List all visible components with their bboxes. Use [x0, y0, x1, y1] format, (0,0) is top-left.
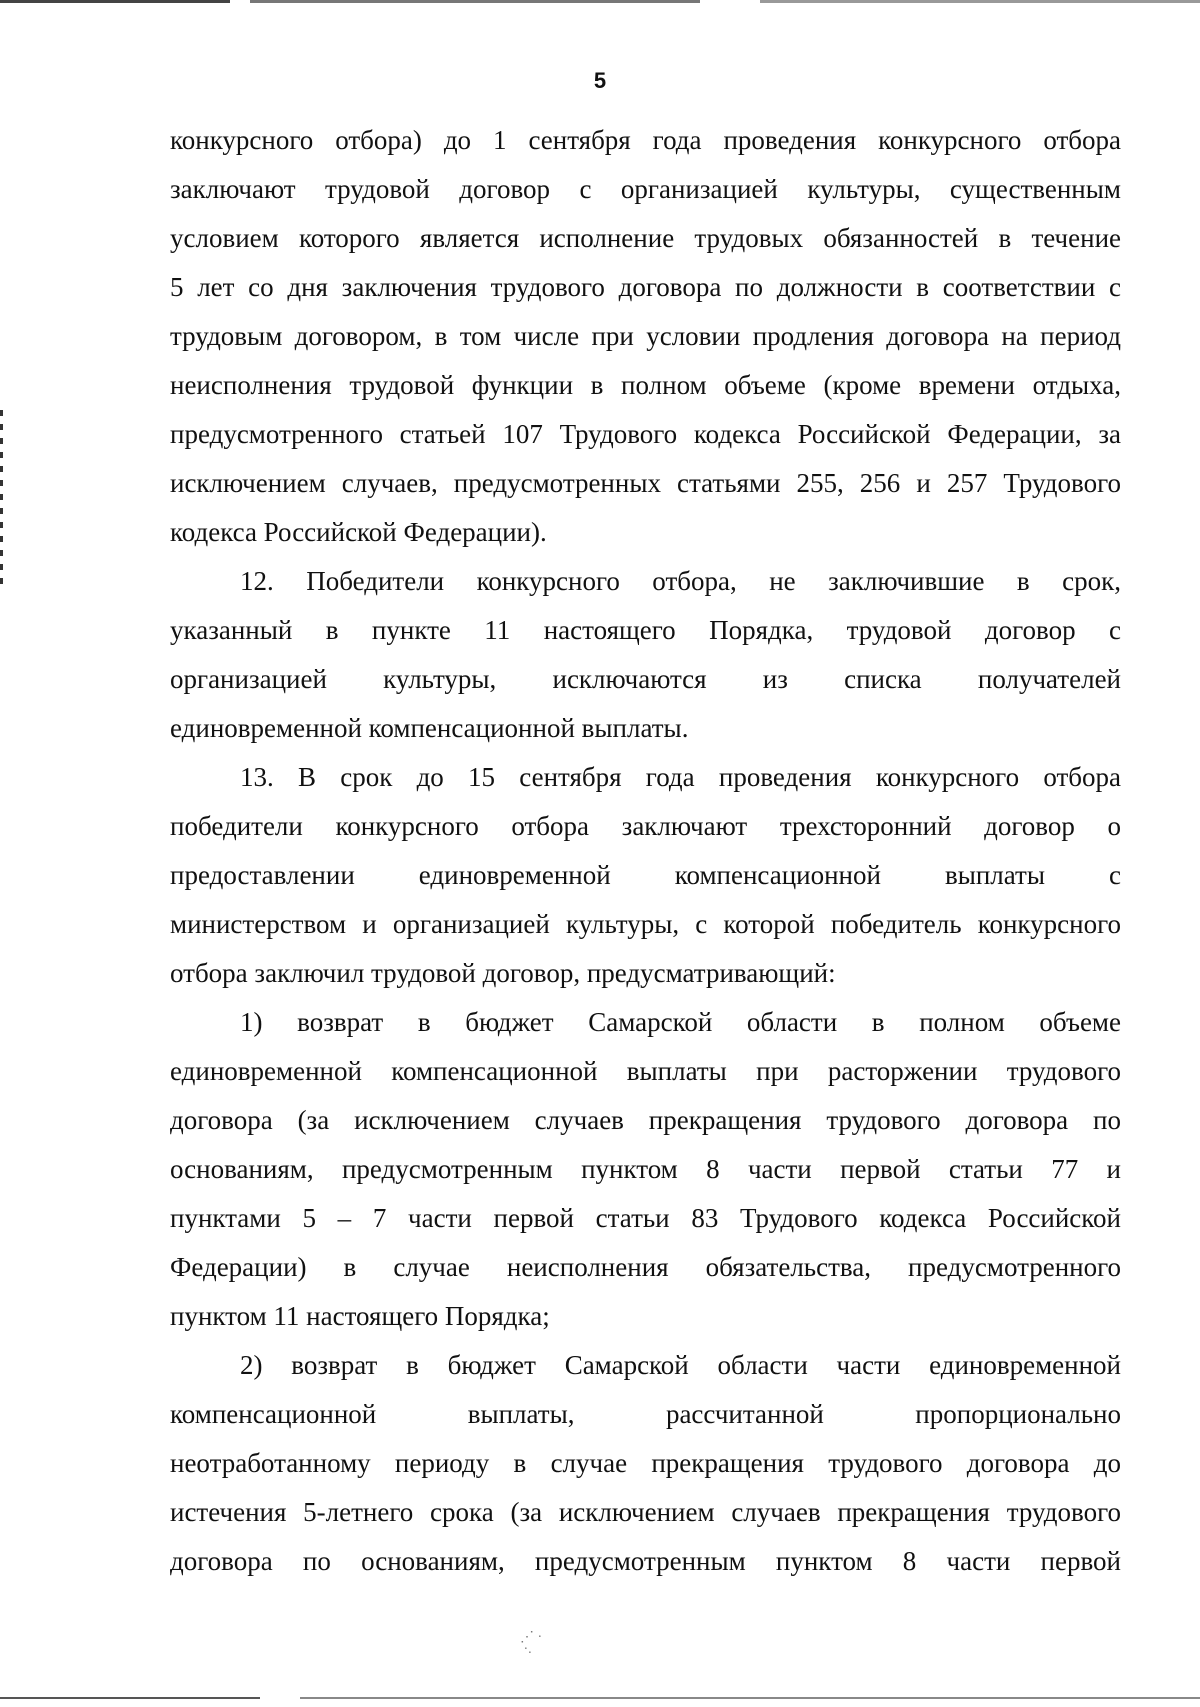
page-number: 5: [593, 68, 607, 93]
text-line: победители конкурсного отбора заключают трехсторонний договор о: [170, 811, 1121, 841]
text-line: предусмотренного статьей 107 Трудового кодекса Российской Федерации, за: [170, 419, 1121, 449]
text-line: конкурсного отбора) до 1 сентября года проведения конкурсного отбора: [170, 125, 1121, 155]
text-line: пунктом 11 настоящего Порядка;: [170, 1301, 550, 1331]
text-line: заключают трудовой договор с организацией культуры, существенным: [170, 174, 1121, 204]
scan-edge-bottom: [0, 1697, 1200, 1699]
text-line: Федерации) в случае неисполнения обязательства, предусмотренного: [170, 1252, 1121, 1282]
paragraph-13-start: 13. В срок до 15 сентября года проведения конкурсного отбора: [240, 762, 1121, 792]
text-line: указанный в пункте 11 настоящего Порядка, трудовой договор с: [170, 615, 1121, 645]
list-item-1-start: 1) возврат в бюджет Самарской области в полном объеме: [240, 1007, 1121, 1037]
scan-edge-top: [0, 0, 1200, 3]
text-line: компенсационной выплаты, рассчитанной пропорционально: [170, 1399, 1121, 1429]
scan-edge-left: [0, 410, 3, 590]
text-line: 5 лет со дня заключения трудового договора по должности в соответствии с: [170, 272, 1121, 302]
paragraph-12-start: 12. Победители конкурсного отбора, не заключившие в срок,: [240, 566, 1121, 596]
text-line: единовременной компенсационной выплаты при расторжении трудового: [170, 1056, 1121, 1086]
text-line: исключением случаев, предусмотренных статьями 255, 256 и 257 Трудового: [170, 468, 1121, 498]
text-line: единовременной компенсационной выплаты.: [170, 713, 689, 743]
text-line: договора (за исключением случаев прекращения трудового договора по: [170, 1105, 1121, 1135]
text-line: предоставлении единовременной компенсационной выплаты с: [170, 860, 1121, 890]
document-body: [170, 116, 1121, 1586]
list-item-2-start: 2) возврат в бюджет Самарской области части единовременной: [240, 1350, 1121, 1380]
text-line: организацией культуры, исключаются из списка получателей: [170, 664, 1121, 694]
text-line: пунктами 5 – 7 части первой статьи 83 Трудового кодекса Российской: [170, 1203, 1121, 1233]
text-line: условием которого является исполнение трудовых обязанностей в течение: [170, 223, 1121, 253]
text-line: кодекса Российской Федерации).: [170, 517, 547, 547]
text-line: министерством и организацией культуры, с которой победитель конкурсного: [170, 909, 1121, 939]
text-line: неисполнения трудовой функции в полном объеме (кроме времени отдыха,: [170, 370, 1121, 400]
scan-noise-dots: ⋰ · ·.: [520, 1630, 543, 1657]
text-line: договора по основаниям, предусмотренным пунктом 8 части первой: [170, 1546, 1121, 1576]
text-line: основаниям, предусмотренным пунктом 8 части первой статьи 77 и: [170, 1154, 1121, 1184]
text-line: отбора заключил трудовой договор, предусматривающий:: [170, 958, 836, 988]
text-line: неотработанному периоду в случае прекращения трудового договора до: [170, 1448, 1121, 1478]
text-line: трудовым договором, в том числе при условии продления договора на период: [170, 321, 1121, 351]
text-line: истечения 5-летнего срока (за исключением случаев прекращения трудового: [170, 1497, 1121, 1527]
